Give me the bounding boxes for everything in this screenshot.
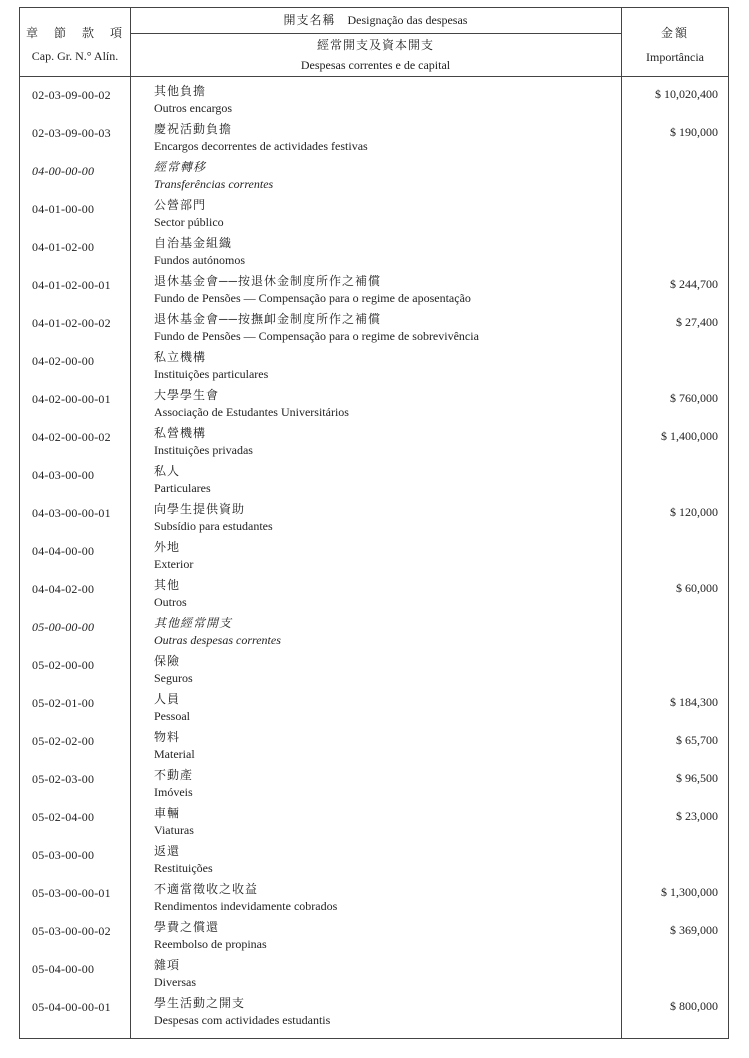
header-rule	[20, 76, 728, 77]
table-row	[20, 82, 728, 120]
row-description-zh: 物料	[154, 730, 181, 744]
row-code: 05-02-01-00	[32, 696, 95, 710]
row-description-zh: 私立機構	[154, 350, 207, 364]
row-code: 05-03-00-00	[32, 848, 95, 862]
header-description	[130, 11, 621, 29]
row-description-pt: Instituições particulares	[154, 367, 269, 381]
row-code: 04-04-00-00	[32, 544, 95, 558]
row-description-pt: Transferências correntes	[154, 177, 274, 191]
row-amount: $ 96,500	[676, 771, 718, 785]
table-row	[20, 918, 728, 956]
row-description-pt: Imóveis	[154, 785, 193, 799]
row-code: 04-02-00-00-01	[32, 392, 111, 406]
table-row	[20, 576, 728, 614]
row-description-pt: Despesas com actividades estudantis	[154, 1013, 331, 1027]
row-description-zh: 不動產	[154, 768, 194, 782]
row-amount: $ 23,000	[676, 809, 718, 823]
row-code: 05-03-00-00-02	[32, 924, 111, 938]
row-amount: $ 244,700	[670, 277, 718, 291]
row-code: 04-03-00-00	[32, 468, 95, 482]
row-description-zh: 學生活動之開支	[154, 996, 246, 1010]
row-code: 02-03-09-00-02	[32, 88, 111, 102]
row-description-pt: Material	[154, 747, 195, 761]
row-description-zh: 慶祝活動負擔	[154, 122, 233, 136]
row-code: 04-01-02-00	[32, 240, 95, 254]
row-description-zh: 學費之償還	[154, 920, 220, 934]
row-amount: $ 800,000	[670, 999, 718, 1013]
row-code: 04-04-02-00	[32, 582, 95, 596]
header-code-zh: 章 節 款 項	[25, 26, 124, 40]
row-description-pt: Rendimentos indevidamente cobrados	[154, 899, 338, 913]
row-description-zh: 人員	[154, 692, 181, 706]
budget-table	[19, 7, 729, 1039]
row-code: 04-03-00-00-01	[32, 506, 111, 520]
table-row	[20, 766, 728, 804]
row-description-zh: 經常轉移	[154, 160, 207, 174]
row-description-zh: 其他負擔	[154, 84, 207, 98]
table-row	[20, 424, 728, 462]
header-sub-rule	[130, 33, 621, 34]
row-description-zh: 私營機構	[154, 426, 207, 440]
table-row	[20, 310, 728, 348]
row-code: 05-04-00-00	[32, 962, 95, 976]
row-description-zh: 返還	[154, 844, 181, 858]
row-amount: $ 760,000	[670, 391, 718, 405]
row-description-zh: 公營部門	[154, 198, 207, 212]
row-description-pt: Viaturas	[154, 823, 194, 837]
row-description-pt: Reembolso de propinas	[154, 937, 267, 951]
row-code: 05-02-02-00	[32, 734, 95, 748]
table-row	[20, 994, 728, 1032]
row-code: 04-01-02-00-01	[32, 278, 111, 292]
row-description-pt: Outros encargos	[154, 101, 233, 115]
row-amount: $ 10,020,400	[655, 87, 718, 101]
header-sub-zh: 經常開支及資本開支	[316, 38, 434, 52]
row-amount: $ 190,000	[670, 125, 718, 139]
row-amount: $ 1,300,000	[661, 885, 718, 899]
table-row	[20, 804, 728, 842]
row-description-zh: 其他	[154, 578, 181, 592]
row-code: 04-00-00-00	[32, 164, 95, 178]
row-description-zh: 保險	[154, 654, 181, 668]
table-row	[20, 842, 728, 880]
row-code: 05-02-03-00	[32, 772, 95, 786]
row-code: 04-01-02-00-02	[32, 316, 111, 330]
table-row	[20, 728, 728, 766]
table-row	[20, 462, 728, 500]
header-amount-pt: Importância	[646, 50, 704, 64]
table-row	[20, 120, 728, 158]
row-amount: $ 1,400,000	[661, 429, 718, 443]
row-description-pt: Diversas	[154, 975, 196, 989]
row-amount: $ 65,700	[676, 733, 718, 747]
row-description-pt: Fundos autónomos	[154, 253, 246, 267]
table-row	[20, 500, 728, 538]
row-description-pt: Seguros	[154, 671, 193, 685]
row-amount: $ 184,300	[670, 695, 718, 709]
row-description-pt: Exterior	[154, 557, 194, 571]
header-sub-pt: Despesas correntes e de capital	[300, 58, 451, 72]
row-description-zh: 退休基金會──按撫卹金制度所作之補償	[154, 312, 382, 326]
header-code-pt: Cap. Gr. N.° Alín.	[31, 49, 119, 63]
row-description-pt: Fundo de Pensões — Compensação para o regime de sobrevivência	[154, 329, 479, 343]
row-description-zh: 雜項	[154, 958, 181, 972]
row-code: 05-00-00-00	[32, 620, 95, 634]
row-code: 04-02-00-00	[32, 354, 95, 368]
row-amount: $ 120,000	[670, 505, 718, 519]
row-description-zh: 私人	[154, 464, 181, 478]
table-row	[20, 196, 728, 234]
row-amount: $ 369,000	[670, 923, 718, 937]
table-row	[20, 652, 728, 690]
table-row	[20, 234, 728, 272]
row-amount: $ 27,400	[676, 315, 718, 329]
header-amount-zh: 金額	[660, 26, 689, 40]
row-description-zh: 自治基金組織	[154, 236, 233, 250]
row-code: 05-02-04-00	[32, 810, 95, 824]
row-description-zh: 外地	[154, 540, 181, 554]
row-description-zh: 不適當徵收之收益	[154, 882, 259, 896]
row-code: 02-03-09-00-03	[32, 126, 111, 140]
row-description-pt: Fundo de Pensões — Compensação para o regime de aposentação	[154, 291, 471, 305]
row-amount: $ 60,000	[676, 581, 718, 595]
table-row	[20, 956, 728, 994]
table-row	[20, 614, 728, 652]
row-description-pt: Encargos decorrentes de actividades festivas	[154, 139, 368, 153]
row-description-zh: 大學學生會	[154, 388, 220, 402]
row-description-pt: Pessoal	[154, 709, 190, 723]
table-row	[20, 880, 728, 918]
row-code: 05-04-00-00-01	[32, 1000, 111, 1014]
header-desc-pt: Designação das despesas	[347, 13, 468, 27]
row-code: 05-03-00-00-01	[32, 886, 111, 900]
row-description-pt: Associação de Estudantes Universitários	[154, 405, 349, 419]
row-description-pt: Outros	[154, 595, 187, 609]
row-description-pt: Subsídio para estudantes	[154, 519, 273, 533]
row-code: 05-02-00-00	[32, 658, 95, 672]
row-description-pt: Sector público	[154, 215, 224, 229]
table-row	[20, 538, 728, 576]
row-description-zh: 向學生提供資助	[154, 502, 246, 516]
row-description-pt: Particulares	[154, 481, 211, 495]
row-description-zh: 車輛	[154, 806, 181, 820]
row-description-pt: Restituições	[154, 861, 213, 875]
table-row	[20, 348, 728, 386]
table-row	[20, 158, 728, 196]
row-code: 04-02-00-00-02	[32, 430, 111, 444]
header-desc-zh: 開支名稱	[283, 13, 336, 27]
row-description-pt: Instituições privadas	[154, 443, 253, 457]
table-row	[20, 386, 728, 424]
row-description-pt: Outras despesas correntes	[154, 633, 281, 647]
row-description-zh: 其他經常開支	[154, 616, 233, 630]
table-row	[20, 690, 728, 728]
table-row	[20, 272, 728, 310]
row-code: 04-01-00-00	[32, 202, 95, 216]
row-description-zh: 退休基金會──按退休金制度所作之補償	[154, 274, 382, 288]
